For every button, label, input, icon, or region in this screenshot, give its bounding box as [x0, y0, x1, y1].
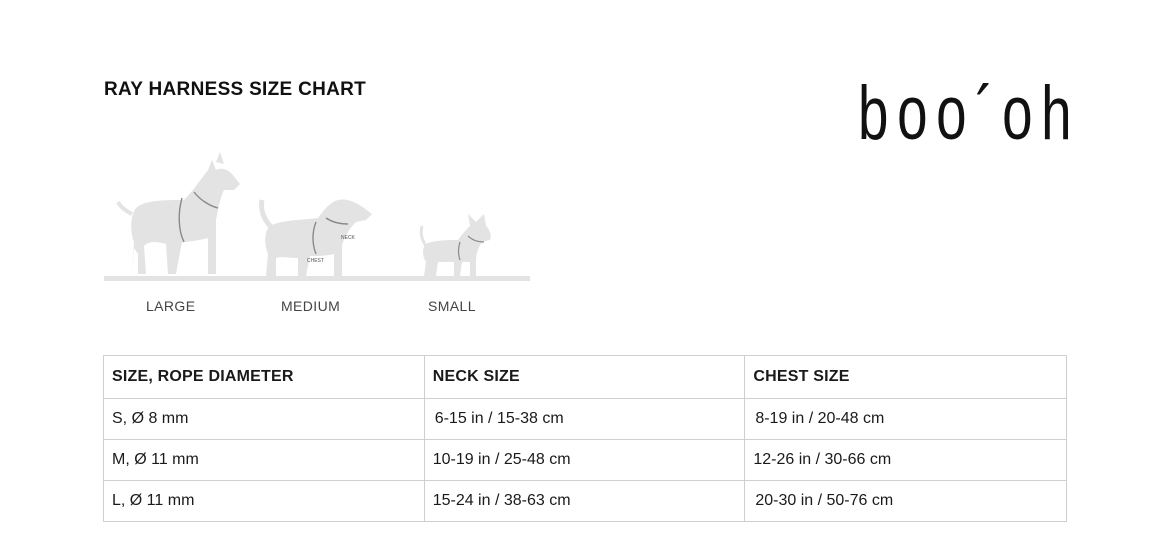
page-title: RAY HARNESS SIZE CHART	[104, 79, 367, 100]
size-table	[103, 355, 1067, 522]
chest-label: CHEST	[307, 258, 324, 264]
cell-chest: 8-19 in / 20-48 cm	[745, 399, 1067, 440]
table-row	[104, 399, 1067, 440]
size-label-medium: MEDIUM	[281, 298, 341, 314]
cell-size: L, Ø 11 mm	[104, 481, 425, 522]
header-neck: NECK SIZE	[424, 356, 745, 399]
table-header-row	[104, 356, 1067, 399]
size-label-large: LARGE	[146, 298, 196, 314]
cell-size: S, Ø 8 mm	[104, 399, 425, 440]
ground-line	[104, 276, 530, 281]
table-row	[104, 440, 1067, 481]
size-label-small: SMALL	[428, 298, 476, 314]
cell-chest: 20-30 in / 50-76 cm	[745, 481, 1067, 522]
table-row	[104, 481, 1067, 522]
brand-logo: boo´oh	[858, 71, 1081, 156]
header-chest: CHEST SIZE	[745, 356, 1067, 399]
dog-size-illustration	[104, 150, 530, 290]
small-dog-icon	[421, 214, 491, 276]
medium-dog-icon	[261, 199, 372, 276]
cell-neck: 10-19 in / 25-48 cm	[424, 440, 745, 481]
cell-chest: 12-26 in / 30-66 cm	[745, 440, 1067, 481]
cell-neck: 15-24 in / 38-63 cm	[424, 481, 745, 522]
neck-label: NECK	[341, 235, 355, 241]
cell-size: M, Ø 11 mm	[104, 440, 425, 481]
cell-neck: 6-15 in / 15-38 cm	[424, 399, 745, 440]
header-size: SIZE, ROPE DIAMETER	[104, 356, 425, 399]
